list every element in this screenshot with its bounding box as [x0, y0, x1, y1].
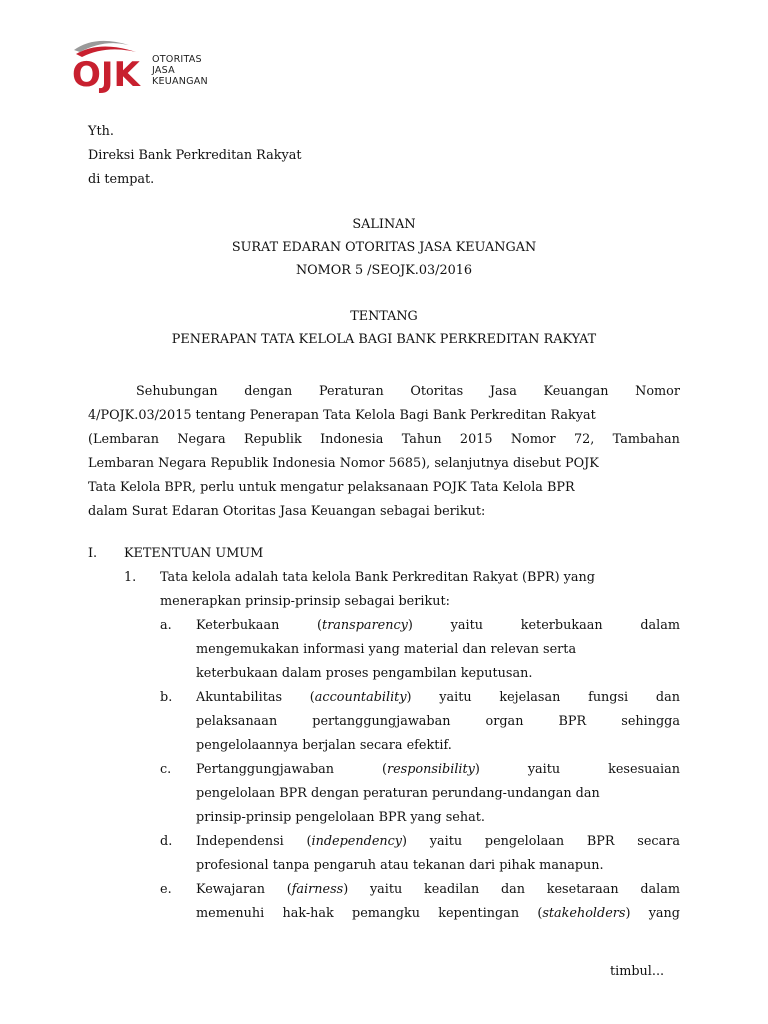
sub-item-letter: e.: [160, 882, 172, 897]
sub-item-line: pengelolaan BPR dengan peraturan perundang-undangan dan: [196, 786, 600, 801]
document-subject: PENERAPAN TATA KELOLA BAGI BANK PERKREDITAN RAKYAT: [171, 332, 597, 347]
sub-item-letter: c.: [160, 762, 172, 777]
salinan-label: SALINAN: [352, 217, 416, 232]
intro-line: (Lembaran Negara Republik Indonesia Tahun 2015 Nomor 72, Tambahan: [88, 432, 680, 447]
section-number: I.: [88, 546, 98, 561]
intro-line: Sehubungan dengan Peraturan Otoritas Jasa Keuangan Nomor: [136, 384, 680, 399]
recipient-place: di tempat.: [88, 172, 155, 187]
recipient: Direksi Bank Perkreditan Rakyat: [88, 148, 302, 163]
ojk-logo-mark-icon: [66, 36, 156, 96]
intro-line: 4/POJK.03/2015 tentang Penerapan Tata Kelola Bagi Bank Perkreditan Rakyat: [88, 408, 596, 423]
document-number: NOMOR 5 /SEOJK.03/2016: [295, 263, 473, 278]
item-number: 1.: [124, 570, 137, 585]
sub-item-line: Pertanggungjawaban (responsibility) yaitu kesesuaian: [196, 762, 680, 777]
item-text-line: Tata kelola adalah tata kelola Bank Perkreditan Rakyat (BPR) yang: [160, 570, 595, 585]
section-title: KETENTUAN UMUM: [124, 546, 264, 561]
sub-item-line: Keterbukaan (transparency) yaitu keterbukaan dalam: [196, 618, 680, 633]
sub-item-line: Akuntabilitas (accountability) yaitu kejelasan fungsi dan: [196, 690, 680, 705]
intro-line: Tata Kelola BPR, perlu untuk mengatur pelaksanaan POJK Tata Kelola BPR: [88, 480, 575, 495]
sub-item-line: memenuhi hak-hak pemangku kepentingan (stakeholders) yang: [196, 906, 680, 921]
logo-name: [152, 54, 208, 87]
page-continuation: timbul...: [610, 964, 665, 979]
logo-name-line: JASA: [152, 65, 175, 76]
sub-item-letter: a.: [160, 618, 172, 633]
item-text-line: menerapkan prinsip-prinsip sebagai berikut:: [160, 594, 450, 609]
sub-item-line: pengelolaannya berjalan secara efektif.: [196, 738, 452, 753]
sub-item-line: Independensi (independency) yaitu pengelolaan BPR secara: [196, 834, 680, 849]
intro-line: dalam Surat Edaran Otoritas Jasa Keuangan sebagai berikut:: [88, 504, 486, 519]
sub-item-line: prinsip-prinsip pengelolaan BPR yang sehat.: [196, 810, 485, 825]
tentang-label: TENTANG: [350, 309, 418, 324]
intro-line: Lembaran Negara Republik Indonesia Nomor 5685), selanjutnya disebut POJK: [88, 456, 599, 471]
salutation: Yth.: [88, 124, 114, 139]
logo-mark-text: OJK: [72, 55, 140, 95]
logo-name-line: KEUANGAN: [152, 76, 208, 87]
sub-item-line: mengemukakan informasi yang material dan relevan serta: [196, 642, 577, 657]
sub-item-line: Kewajaran (fairness) yaitu keadilan dan kesetaraan dalam: [196, 882, 680, 897]
sub-item-letter: b.: [160, 690, 173, 705]
sub-item-letter: d.: [160, 834, 173, 849]
sub-item-line: profesional tanpa pengaruh atau tekanan dari pihak manapun.: [196, 858, 604, 873]
ojk-logo: [66, 36, 236, 96]
sub-item-line: pelaksanaan pertanggungjawaban organ BPR sehingga: [196, 714, 680, 729]
sub-item-line: keterbukaan dalam proses pengambilan keputusan.: [196, 666, 533, 681]
document-title: SURAT EDARAN OTORITAS JASA KEUANGAN: [231, 240, 537, 255]
logo-name-line: OTORITAS: [152, 54, 202, 65]
